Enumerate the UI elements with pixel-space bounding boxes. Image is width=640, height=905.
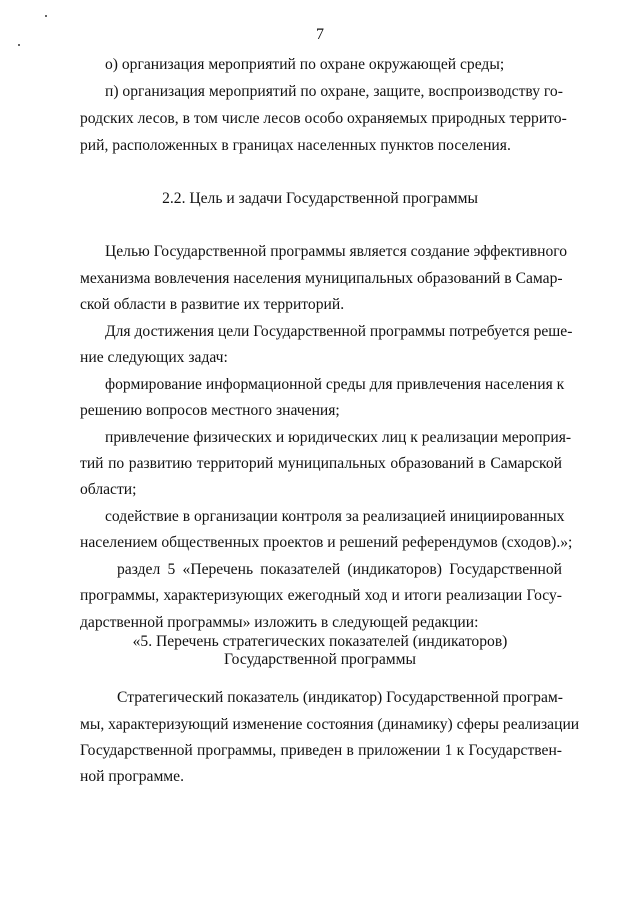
paragraph-goal-line: механизма вовлечения населения муниципальных образований в Самар- [80,270,563,287]
paragraph-task-2-line: привлечение физических и юридических лиц к реализации мероприя- [105,429,572,446]
paragraph-task-3-line: населением общественных проектов и решений референдумов (сходов).»; [80,534,573,551]
page-number: 7 [316,26,324,43]
paragraph-goal-line: Целью Государственной программы является создание эффективного [105,243,568,260]
paragraph-o-line: о) организация мероприятий по охране окружающей среды; [105,56,505,73]
paragraph-section-5-line: программы, характеризующих ежегодный ход и итоги реализации Госу- [80,587,562,604]
section-heading-5: «5. Перечень стратегических показателей (индикаторов) [132,633,508,650]
paragraph-task-2-line: тий по развитию территорий муниципальных образований в Самарской [80,455,562,472]
paragraph-indicator-line: ной программе. [80,768,184,785]
paragraph-tasks-intro-line: Для достижения цели Государственной программы потребуется реше- [105,323,573,340]
paragraph-p-line: п) организация мероприятий по охране, защите, воспроизводству го- [105,83,563,100]
paragraph-task-3-line: содействие в организации контроля за реализацией инициированных [105,508,565,525]
paragraph-tasks-intro-line: ние следующих задач: [80,349,228,366]
paragraph-p-line: рий, расположенных в границах населенных пунктов поселения. [80,137,511,154]
paragraph-p-line: родских лесов, в том числе лесов особо охраняемых природных террито- [80,110,567,127]
paragraph-section-5-line: раздел 5 «Перечень показателей (индикаторов) Государственной [117,561,562,578]
section-heading-5: Государственной программы [224,651,416,668]
scan-speck [45,15,47,17]
section-heading-2-2: 2.2. Цель и задачи Государственной программы [162,190,478,207]
paragraph-goal-line: ской области в развитие их территорий. [80,296,345,313]
paragraph-section-5-line: дарственной программы» изложить в следующей редакции: [80,614,479,631]
paragraph-task-1-line: формирование информационной среды для привлечения населения к [105,376,565,393]
paragraph-indicator-line: мы, характеризующий изменение состояния (динамику) сферы реализации [80,716,580,733]
scan-speck [18,44,20,46]
paragraph-task-1-line: решению вопросов местного значения; [80,402,340,419]
paragraph-indicator-line: Государственной программы, приведен в приложении 1 к Государствен- [80,742,562,759]
paragraph-indicator-line: Стратегический показатель (индикатор) Государственной програм- [117,689,563,706]
paragraph-task-2-line: области; [80,481,137,498]
